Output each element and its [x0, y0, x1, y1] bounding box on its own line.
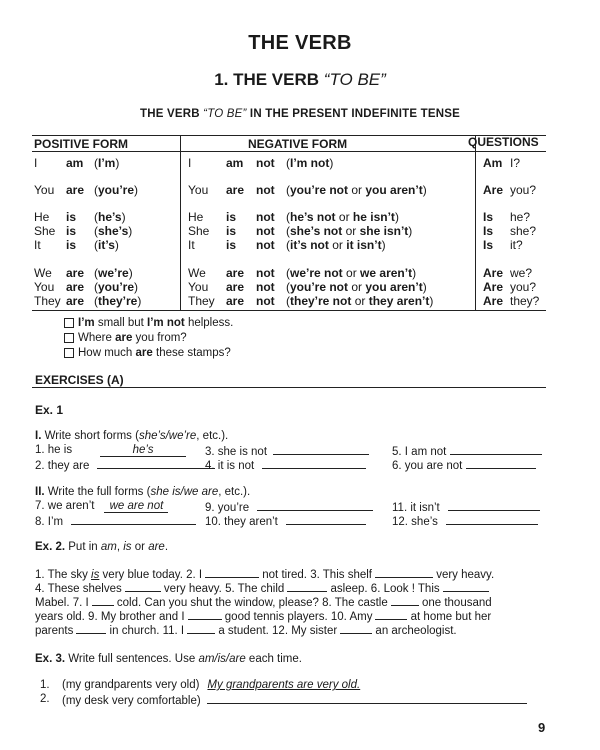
short-form: (we’re)	[94, 266, 133, 280]
answer-field[interactable]	[273, 444, 369, 455]
neg-verb: is	[226, 238, 237, 252]
ex2-line: years old. 9. My brother and I good tennis players. 10. Amy at home but her	[35, 611, 492, 623]
answer-field[interactable]	[71, 514, 196, 525]
answer-field[interactable]: My grandparents are very old.	[207, 679, 361, 691]
q-pronoun: you?	[510, 280, 537, 294]
q-pronoun: I?	[510, 156, 521, 170]
section-verb: “TO BE”	[203, 108, 247, 120]
answer-field[interactable]	[92, 595, 114, 606]
neg-verb: are	[226, 294, 245, 308]
short-form: (I’m)	[94, 156, 120, 170]
pronoun: He	[34, 210, 50, 224]
ex1-item: 8. I’m	[35, 514, 196, 528]
neg-forms: (you’re not or you aren’t)	[286, 183, 427, 197]
answer-field[interactable]	[205, 567, 259, 578]
neg-pronoun: We	[188, 266, 206, 280]
ex1-part1-instruction: I. Write short forms (she’s/we’re, etc.).	[35, 430, 229, 442]
short-form: (you’re)	[94, 183, 139, 197]
pronoun: It	[34, 238, 41, 252]
exercises-heading: EXERCISES (A)	[35, 373, 124, 387]
ex1-part2-instruction: II. Write the full forms (she is/we are, etc.).	[35, 486, 251, 498]
ex1-item: 11. it isn’t	[392, 500, 540, 514]
ex1-item: 1. he is he’s	[35, 444, 186, 457]
exercises-rule	[32, 387, 546, 388]
ex3-item: 1.	[40, 679, 50, 691]
section-title	[0, 108, 600, 120]
q-verb: Is	[483, 238, 494, 252]
checkbox-icon	[64, 333, 74, 343]
verb: is	[66, 238, 77, 252]
ex2-instruction: Ex. 2. Put in am, is or are.	[35, 541, 169, 553]
neg-not: not	[256, 294, 275, 308]
q-pronoun: she?	[510, 224, 537, 238]
ex1-item: 4. it is not	[205, 458, 366, 472]
neg-forms: (they’re not or they aren’t)	[286, 294, 434, 308]
answer-field[interactable]	[262, 458, 366, 469]
short-form: (she’s)	[94, 224, 133, 238]
neg-verb: are	[226, 266, 245, 280]
verb: are	[66, 183, 85, 197]
answer-field[interactable]	[187, 623, 215, 634]
table-divider-2	[475, 135, 476, 310]
neg-forms: (she’s not or she isn’t)	[286, 224, 413, 238]
short-form: (he’s)	[94, 210, 126, 224]
pronoun: They	[34, 294, 61, 308]
answer-field[interactable]	[287, 581, 327, 592]
neg-not: not	[256, 280, 275, 294]
answer-field[interactable]	[340, 623, 372, 634]
pronoun: She	[34, 224, 56, 238]
neg-not: not	[256, 224, 275, 238]
ex3-item: 2.	[40, 693, 50, 705]
answer-field[interactable]	[125, 581, 161, 592]
answer-field[interactable]	[207, 693, 527, 704]
q-verb: Are	[483, 280, 504, 294]
verb: is	[66, 210, 77, 224]
q-pronoun: you?	[510, 183, 537, 197]
neg-verb: is	[226, 210, 237, 224]
neg-not: not	[256, 156, 275, 170]
q-pronoun: it?	[510, 238, 523, 252]
ex1-item: 7. we aren’t we are not	[35, 500, 168, 513]
neg-pronoun: You	[188, 183, 209, 197]
q-verb: Is	[483, 210, 494, 224]
answer-field[interactable]	[450, 444, 542, 455]
ex1-item: 12. she’s	[392, 514, 538, 528]
subtitle-verb: “TO BE”	[323, 70, 386, 89]
ex1-item: 5. I am not	[392, 444, 542, 458]
neg-pronoun: He	[188, 210, 204, 224]
answer-field[interactable]: we are not	[104, 500, 168, 513]
neg-pronoun: It	[188, 238, 195, 252]
neg-forms: (I’m not)	[286, 156, 334, 170]
q-pronoun: they?	[510, 294, 540, 308]
ex2-label: Ex. 2.	[35, 541, 66, 553]
example-sentence: Where are you from?	[64, 332, 187, 344]
q-verb: Is	[483, 224, 494, 238]
neg-not: not	[256, 183, 275, 197]
answer-field[interactable]	[466, 458, 536, 469]
section-prefix: THE VERB	[140, 108, 204, 120]
header-questions: QUESTIONS	[468, 135, 539, 149]
verb: are	[66, 266, 85, 280]
page-title: THE VERB	[248, 32, 352, 54]
table-divider-1	[180, 135, 181, 310]
ex1-item: 2. they are	[35, 458, 215, 472]
neg-verb: are	[226, 280, 245, 294]
answer-field[interactable]: he’s	[100, 444, 186, 457]
table-bottom-rule	[32, 310, 546, 311]
neg-pronoun: You	[188, 280, 209, 294]
pronoun: I	[34, 156, 38, 170]
verb: are	[66, 280, 85, 294]
ex2-line: 4. These shelves very heavy. 5. The child asleep. 6. Look ! This	[35, 581, 489, 595]
neg-forms: (he’s not or he isn’t)	[286, 210, 399, 224]
neg-pronoun: I	[188, 156, 192, 170]
pronoun: We	[34, 266, 52, 280]
ex3-item: (my desk very comfortable)	[62, 693, 527, 707]
verb: is	[66, 224, 77, 238]
q-pronoun: we?	[510, 266, 533, 280]
neg-verb: am	[226, 156, 244, 170]
ex1-item: 10. they aren’t	[205, 514, 366, 528]
q-verb: Are	[483, 266, 504, 280]
ex3-item: (my grandparents very old) My grandparents are very old.	[62, 679, 361, 691]
checkbox-icon	[64, 348, 74, 358]
q-verb: Are	[483, 183, 504, 197]
answer-field[interactable]	[188, 609, 222, 620]
example-sentence: I’m small but I’m not helpless.	[64, 317, 233, 329]
verb: are	[66, 294, 85, 308]
q-pronoun: he?	[510, 210, 531, 224]
answer-field[interactable]	[375, 609, 407, 620]
subtitle-prefix: 1. THE VERB	[214, 70, 324, 89]
ex1-item: 3. she is not	[205, 444, 369, 458]
page-number: 9	[538, 720, 546, 735]
example-sentence: How much are these stamps?	[64, 347, 231, 359]
neg-not: not	[256, 266, 275, 280]
ex3-label: Ex. 3.	[35, 653, 66, 665]
short-form: (you’re)	[94, 280, 139, 294]
answer-field[interactable]	[97, 458, 215, 469]
table-header-rule	[32, 151, 546, 152]
short-form: (they’re)	[94, 294, 142, 308]
short-form: (it’s)	[94, 238, 119, 252]
neg-forms: (you’re not or you aren’t)	[286, 280, 427, 294]
answer-field[interactable]	[448, 500, 540, 511]
neg-pronoun: She	[188, 224, 210, 238]
verb: am	[66, 156, 84, 170]
q-verb: Am	[483, 156, 503, 170]
ex3-instruction: Ex. 3. Write full sentences. Use am/is/are each time.	[35, 653, 302, 665]
q-verb: Are	[483, 294, 504, 308]
answer-field[interactable]	[443, 581, 489, 592]
subtitle	[0, 70, 600, 90]
answer-field[interactable]	[375, 567, 433, 578]
neg-forms: (it’s not or it isn’t)	[286, 238, 386, 252]
pronoun: You	[34, 183, 55, 197]
neg-verb: is	[226, 224, 237, 238]
pronoun: You	[34, 280, 55, 294]
answer-field[interactable]	[391, 595, 419, 606]
ex2-line: 1. The sky is very blue today. 2. I not tired. 3. This shelf very heavy.	[35, 569, 495, 581]
neg-not: not	[256, 210, 275, 224]
neg-forms: (we’re not or we aren’t)	[286, 266, 417, 280]
neg-pronoun: They	[188, 294, 215, 308]
ex1-item: 9. you’re	[205, 500, 373, 514]
ex1-item: 6. you are not	[392, 458, 536, 472]
answer-field[interactable]	[286, 514, 366, 525]
ex2-line: Mabel. 7. I cold. Can you shut the window, please? 8. The castle one thousand	[35, 597, 492, 609]
checkbox-icon	[64, 318, 74, 328]
section-suffix: IN THE PRESENT INDEFINITE TENSE	[246, 108, 460, 120]
header-negative: NEGATIVE FORM	[248, 137, 348, 151]
answer-field[interactable]	[257, 500, 373, 511]
header-positive: POSITIVE FORM	[34, 137, 129, 151]
ex1-label: Ex. 1	[35, 403, 64, 417]
neg-verb: are	[226, 183, 245, 197]
neg-not: not	[256, 238, 275, 252]
answer-field[interactable]	[76, 623, 106, 634]
answer-field[interactable]	[446, 514, 538, 525]
ex2-line: parents in church. 11. I a student. 12. My sister an archeologist.	[35, 625, 457, 637]
